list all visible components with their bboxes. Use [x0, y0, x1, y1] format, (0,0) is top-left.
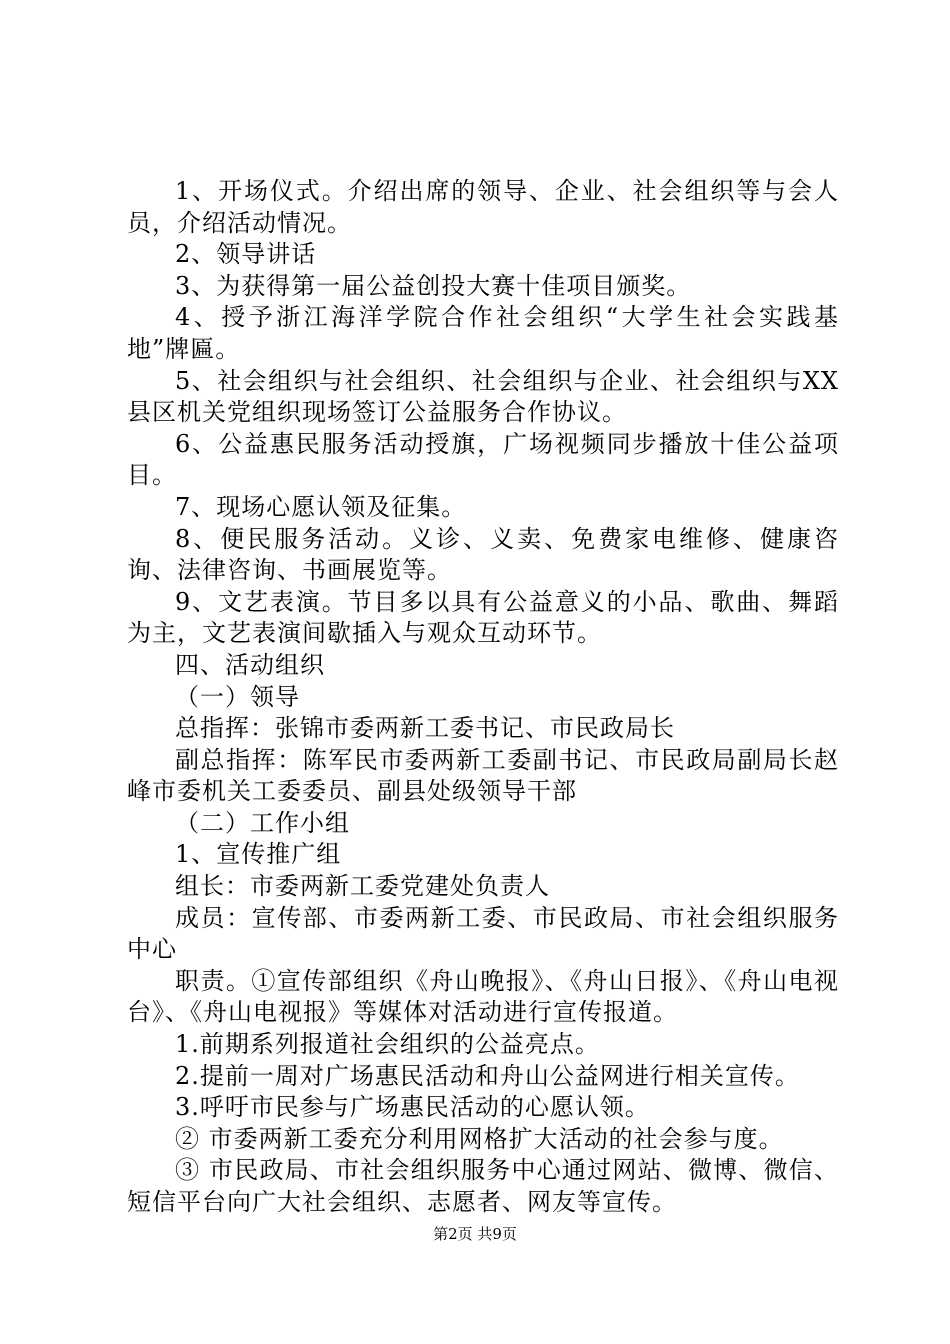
- paragraph-award: 3、为获得第一届公益创投大赛十佳项目颁奖。: [175, 271, 692, 300]
- paragraph-duties: 职责。①宣传部组织《舟山晚报》、《舟山日报》、《舟山电视台》、《舟山电视报》等媒体对活动进行宣传报道。: [127, 966, 839, 1027]
- paragraph-opening-ceremony: 1、开场仪式。介绍出席的领导、企业、社会组织等与会人员，介绍活动情况。: [127, 177, 839, 237]
- list-item-duty-1: 1.前期系列报道社会组织的公益亮点。: [175, 1030, 600, 1059]
- paragraph-flag-presentation: 6、公益惠民服务活动授旗，广场视频同步播放十佳公益项目。: [127, 429, 839, 490]
- page-number-footer: 第2页 共9页: [433, 1225, 517, 1243]
- paragraph-convenience-service: 8、便民服务活动。义诊、义卖、免费家电维修、健康咨询、法律咨询、书画展览等。: [127, 524, 839, 585]
- list-item-duty-circled-3: ③ 市民政局、市社会组织服务中心通过网站、微博、微信、短信平台向广大社会组织、志愿者、网友等宣传。: [127, 1156, 839, 1216]
- list-item-duty-2: 2.提前一周对广场惠民活动和舟山公益网进行相关宣传。: [175, 1061, 800, 1090]
- list-item-duty-3: 3.呼吁市民参与广场惠民活动的心愿认领。: [175, 1093, 650, 1122]
- paragraph-chief-commander: 总指挥：张锦市委两新工委书记、市民政局长: [175, 714, 675, 743]
- paragraph-wish-collection: 7、现场心愿认领及征集。: [175, 492, 467, 521]
- paragraph-group-members: 成员：宣传部、市委两新工委、市民政局、市社会组织服务中心: [127, 903, 839, 964]
- section-heading-organization: 四、活动组织: [175, 650, 325, 679]
- list-item-duty-circled-2: ② 市委两新工委充分利用网格扩大活动的社会参与度。: [175, 1124, 784, 1153]
- paragraph-leader-speech: 2、领导讲话: [175, 240, 317, 269]
- subsection-heading-work-groups: （二）工作小组: [175, 808, 350, 837]
- paragraph-group-leader: 组长：市委两新工委党建处负责人: [175, 872, 550, 901]
- paragraph-performance: 9、文艺表演。节目多以具有公益意义的小品、歌曲、舞蹈为主，文艺表演间歇插入与观众互动环节。: [127, 587, 839, 648]
- document-body: [127, 176, 839, 1219]
- paragraph-plaque: 4、授予浙江海洋学院合作社会组织“大学生社会实践基地”牌匾。: [127, 303, 839, 363]
- paragraph-deputy-commander: 副总指挥：陈军民市委两新工委副书记、市民政局副局长赵峰市委机关工委委员、副县处级领导干部: [127, 745, 839, 806]
- subsection-heading-leadership: （一）领导: [175, 682, 300, 711]
- group-heading-publicity: 1、宣传推广组: [175, 840, 342, 869]
- paragraph-agreement-signing: 5、社会组织与社会组织、社会组织与企业、社会组织与XX县区机关党组织现场签订公益服务合作协议。: [127, 366, 839, 427]
